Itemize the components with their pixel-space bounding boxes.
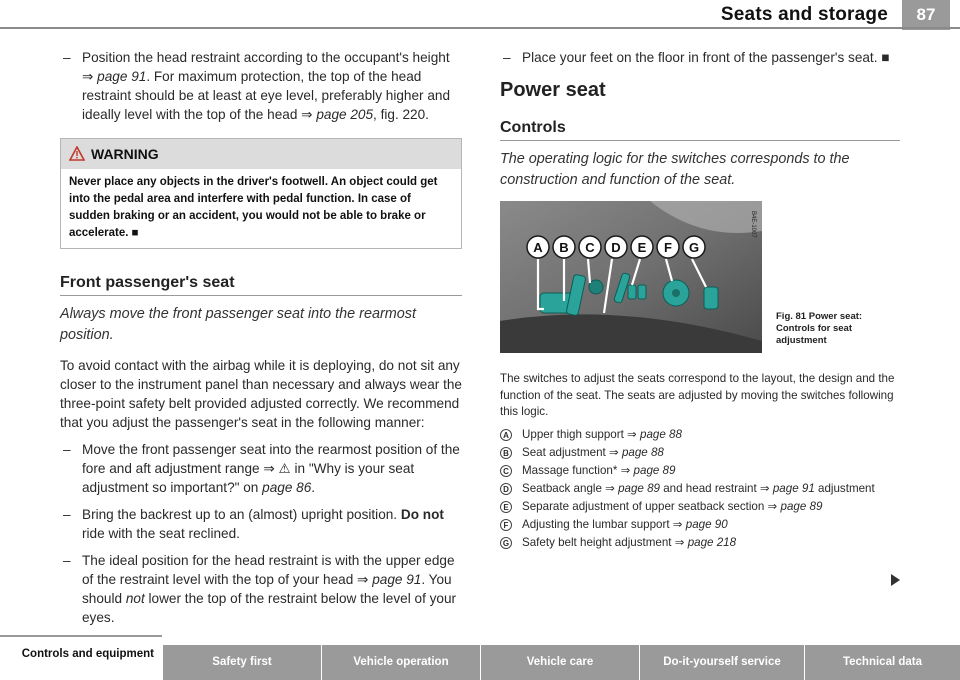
figure-callout-label: A (533, 240, 543, 255)
legend-item (500, 517, 900, 533)
section-title: Controls (500, 118, 900, 141)
item-text: ride with the seat reclined. (82, 526, 240, 541)
item-text: Bring the backrest up to an (almost) upright position. (82, 507, 401, 522)
figure-callout-label: E (637, 240, 647, 255)
page-reference-link[interactable]: page 89 (780, 499, 823, 513)
legend-item (500, 427, 900, 443)
page-reference-link[interactable]: page 91 (372, 572, 422, 587)
figure (500, 201, 900, 361)
legend-item (500, 481, 900, 497)
legend-text: and head restraint ⇒ (660, 481, 773, 495)
list-item: – Place your feet on the floor in front of the passenger's seat. ■ (500, 48, 900, 67)
list-item (60, 505, 462, 543)
warning-box (60, 138, 462, 249)
figure-callout-label: B (559, 240, 569, 255)
legend-letter-icon: B (500, 447, 512, 459)
right-column (500, 48, 900, 553)
figure-callout-label: G (688, 240, 700, 255)
section-header-title: Seats and storage (720, 4, 888, 25)
nav-tab-diy[interactable]: Do-it-yourself service (640, 645, 804, 680)
nav-tab-technical[interactable]: Technical data (805, 645, 960, 680)
header-divider (0, 27, 960, 29)
body-paragraph: To avoid contact with the airbag while it is deploying, do not sit any closer to the instrument panel than necessary and always wear the three-point safety belt provided adjusted correctly. We recommend that you adjust the passenger's seat in the following manner: (60, 358, 462, 430)
warning-header (61, 139, 461, 169)
page-header (0, 0, 960, 30)
warning-triangle-icon (69, 146, 85, 166)
item-text: Position the head restraint according to the occupant's height ⇒ (82, 50, 450, 84)
figure-code: B4E-1007 (750, 211, 756, 238)
item-text: Move the front passenger seat into the rearmost position of the fore and aft adjustment range ⇒ ⚠ in "Why is your seat adjustment so important?" on (82, 442, 460, 495)
figure-callout-label: F (664, 240, 672, 255)
legend-item (500, 463, 900, 479)
legend-text: Seatback angle ⇒ (522, 481, 619, 495)
page-reference-link[interactable]: page 91 (772, 481, 815, 495)
legend-letter-icon: C (500, 465, 512, 477)
legend-text: Adjusting the lumbar support ⇒ (522, 517, 686, 531)
section-lead: Always move the front passenger seat into the rearmost position. (60, 306, 416, 343)
left-column (60, 48, 462, 635)
item-text: . For maximum protection, the top of the head restraint should be at least at eye level, preferably higher and ideally level with the top of the head ⇒ (82, 69, 451, 122)
legend-text: Massage function* ⇒ (522, 463, 634, 477)
chapter-title: Power seat (500, 79, 606, 101)
chapter-nav (0, 635, 960, 680)
page-reference-link[interactable]: page 86 (262, 480, 312, 495)
nav-tab-controls[interactable]: Controls and equipment (0, 635, 162, 680)
list-item (60, 440, 462, 497)
list-item (60, 48, 462, 124)
figure-legend (500, 427, 900, 551)
section-lead: The operating logic for the switches corresponds to the construction and function of the seat. (500, 151, 850, 188)
page-reference-link[interactable]: page 91 (97, 69, 147, 84)
section-title: Front passenger's seat (60, 273, 462, 296)
legend-item (500, 499, 900, 515)
figure-callout-label: D (611, 240, 621, 255)
legend-letter-icon: F (500, 519, 512, 531)
nav-tab-care[interactable]: Vehicle care (481, 645, 639, 680)
seat-controls-illustration (500, 201, 762, 353)
page-reference-link[interactable]: page 89 (618, 481, 661, 495)
legend-letter-icon: D (500, 483, 512, 495)
legend-letter-icon: E (500, 501, 512, 513)
page-reference-link[interactable]: page 88 (640, 427, 682, 441)
item-text: The ideal position for the head restraint is with the upper edge of the restraint level with the top of your head ⇒ (82, 553, 455, 587)
figure-caption: Fig. 81 Power seat: Controls for seat adjustment (776, 311, 863, 346)
legend-letter-icon: G (500, 537, 512, 549)
list-item (60, 551, 462, 627)
body-paragraph: The switches to adjust the seats correspond to the layout, the design and the function of the seat. The seats are adjusted by moving the switches following this logic. (500, 372, 895, 418)
figure-callout-label: C (585, 240, 595, 255)
page-reference-link[interactable]: page 218 (687, 535, 737, 549)
warning-text: Never place any objects in the driver's footwell. An object could get into the pedal area and interfere with pedal function. In case of sudden braking or an accident, you would not be able to brake or accelerate. ■ (69, 176, 438, 239)
page-reference-link[interactable]: page 88 (621, 445, 664, 459)
nav-tab-safety[interactable]: Safety first (163, 645, 321, 680)
emphasis-text: not (125, 591, 145, 606)
nav-tab-operation[interactable]: Vehicle operation (322, 645, 480, 680)
item-text: . You should (82, 572, 452, 606)
page-reference-link[interactable]: page 89 (633, 463, 676, 477)
legend-text: Safety belt height adjustment ⇒ (522, 535, 688, 549)
legend-letter-icon: A (500, 429, 512, 441)
emphasis-text: Do not (400, 507, 444, 522)
legend-text: Upper thigh support ⇒ (522, 427, 640, 441)
legend-item (500, 445, 900, 461)
legend-item (500, 535, 900, 551)
legend-text: Seat adjustment ⇒ (522, 445, 622, 459)
legend-text: Separate adjustment of upper seatback section ⇒ (522, 499, 781, 513)
continue-arrow-icon (891, 574, 900, 586)
item-text: . (311, 480, 316, 495)
item-text: lower the top of the restraint below the level of your eyes. (82, 591, 457, 625)
page-reference-link[interactable]: page 205 (316, 107, 374, 122)
page-number: 87 (902, 0, 950, 30)
legend-text: adjustment (814, 481, 875, 495)
item-text: , fig. 220. (373, 107, 429, 122)
warning-title: WARNING (91, 146, 159, 162)
page-reference-link[interactable]: page 90 (685, 517, 728, 531)
